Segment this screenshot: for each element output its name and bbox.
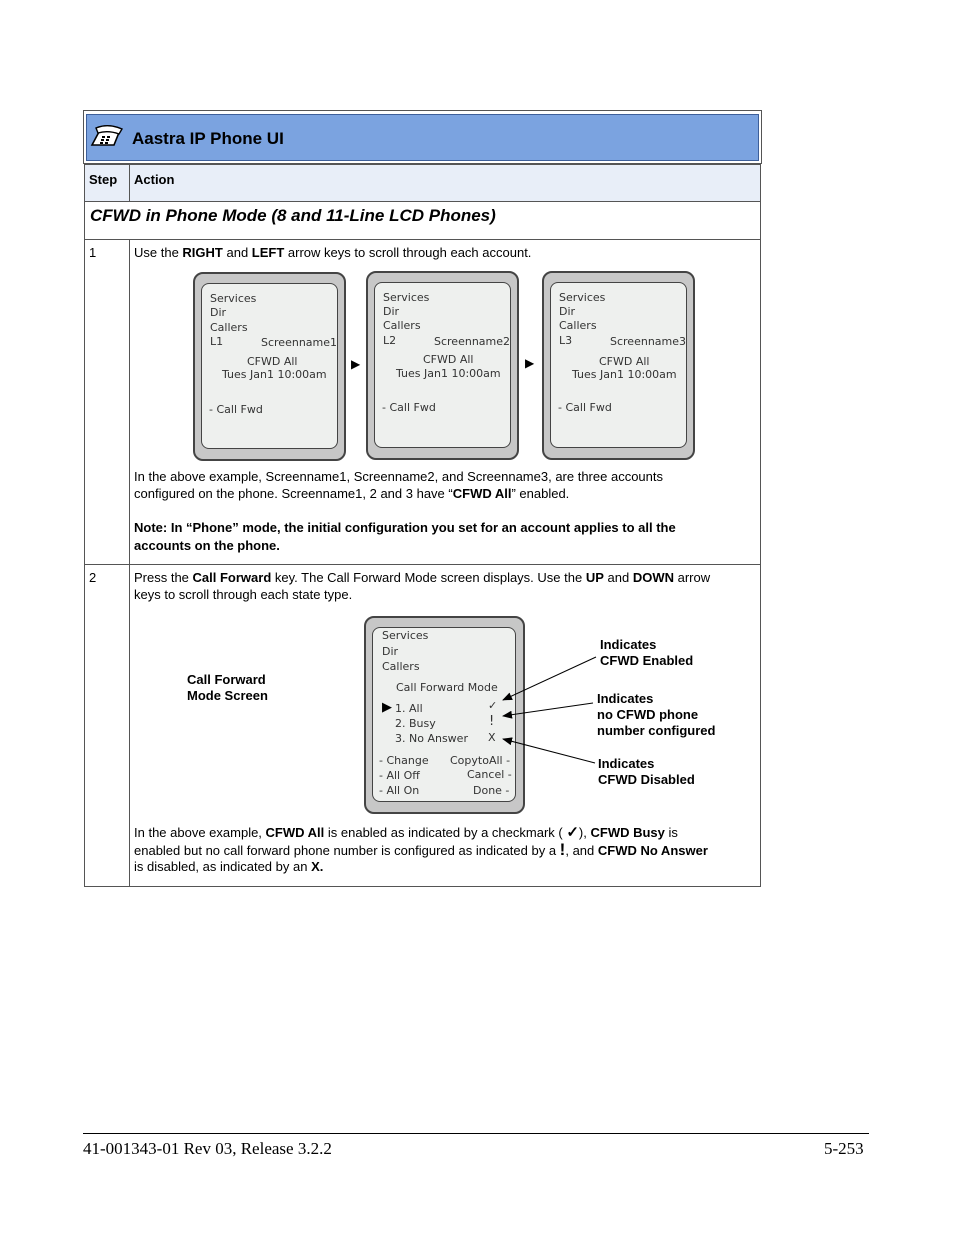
- step-number: 1: [89, 245, 97, 260]
- lcd-cfwd-status: CFWD All: [423, 353, 474, 366]
- lcd-dir: Dir: [383, 305, 400, 318]
- step2-intro-line2: keys to scroll through each state type.: [134, 587, 353, 602]
- lcd-softkey-all-off: - All Off: [379, 769, 420, 782]
- lcd-date: Tues Jan1 10:00am: [572, 368, 677, 381]
- step1-intro: Use the RIGHT and LEFT arrow keys to scroll through each account.: [134, 245, 532, 260]
- step-number: 2: [89, 570, 97, 585]
- header-title: Aastra IP Phone UI: [132, 129, 284, 148]
- step1-note-line1: Note: In “Phone” mode, the initial configuration you set for an account applies to all the: [134, 520, 676, 535]
- lcd-date: Tues Jan1 10:00am: [396, 367, 501, 380]
- lcd-cfwd-status: CFWD All: [247, 355, 298, 368]
- lcd-screenname: Screenname3: [610, 335, 687, 348]
- step2-example-line2: enabled but no call forward phone number is configured as indicated by a !, and CFWD No Answer: [134, 840, 708, 859]
- lcd-option-busy: 2. Busy: [395, 717, 436, 730]
- checkmark-icon: ✓: [488, 699, 498, 712]
- step2-example-line1: In the above example, CFWD All is enabled as indicated by a checkmark ( ✓), CFWD Busy is: [134, 824, 678, 841]
- lcd-softkey-call-fwd: - Call Fwd: [209, 403, 263, 416]
- lcd-screenname: Screenname1: [261, 336, 338, 349]
- lcd-services: Services: [382, 629, 429, 642]
- lcd-cfwd-status: CFWD All: [599, 355, 650, 368]
- callout-enabled: Indicates CFWD Enabled: [600, 637, 694, 668]
- section-title: CFWD in Phone Mode (8 and 11-Line LCD Phones): [90, 206, 496, 225]
- footer-doc-id: 41-001343-01 Rev 03, Release 3.2.2: [83, 1139, 332, 1158]
- lcd-dir: Dir: [559, 305, 576, 318]
- step1-example-line2: configured on the phone. Screenname1, 2 and 3 have “CFWD All” enabled.: [134, 486, 570, 501]
- lcd-line: L1: [210, 335, 224, 348]
- lcd-date: Tues Jan1 10:00am: [222, 368, 327, 381]
- lcd-line: L2: [383, 334, 397, 347]
- step2-intro-line1: Press the Call Forward key. The Call Forward Mode screen displays. Use the UP and DOWN arrow: [134, 570, 711, 585]
- lcd-option-all: 1. All: [395, 702, 423, 715]
- lcd-softkey-all-on: - All On: [379, 784, 420, 797]
- lcd-softkey-copytoall: CopytoAll -: [450, 754, 511, 767]
- lcd-callers: Callers: [383, 319, 421, 332]
- screen-label: Mode Screen: [187, 688, 268, 703]
- action-column-header: Action: [134, 172, 175, 187]
- selection-pointer-icon: ▶: [382, 700, 392, 715]
- lcd-services: Services: [383, 291, 430, 304]
- lcd-line: L3: [559, 334, 573, 347]
- lcd-services: Services: [210, 292, 257, 305]
- exclamation-icon: !: [489, 714, 495, 729]
- lcd-callers: Callers: [382, 660, 420, 673]
- lcd-dir: Dir: [382, 645, 399, 658]
- step1-note-line2: accounts on the phone.: [134, 538, 280, 553]
- lcd-softkey-cancel: Cancel -: [467, 768, 512, 781]
- step1-example-line1: In the above example, Screenname1, Screenname2, and Screenname3, are three accounts: [134, 469, 663, 484]
- lcd-softkey-call-fwd: - Call Fwd: [558, 401, 612, 414]
- lcd-mode-title: Call Forward Mode: [396, 681, 498, 694]
- callout-disabled: Indicates CFWD Disabled: [598, 756, 695, 787]
- lcd-dir: Dir: [210, 306, 227, 319]
- lcd-softkey-call-fwd: - Call Fwd: [382, 401, 436, 414]
- x-mark-icon: X: [488, 731, 496, 744]
- lcd-callers: Callers: [559, 319, 597, 332]
- lcd-services: Services: [559, 291, 606, 304]
- step2-example-line3: is disabled, as indicated by an X.: [134, 859, 324, 874]
- step-column-header: Step: [89, 172, 118, 187]
- lcd-screenname: Screenname2: [434, 335, 511, 348]
- footer-page-number: 5-253: [824, 1139, 864, 1158]
- right-arrow-icon: ▶: [525, 356, 535, 370]
- right-arrow-icon: ▶: [351, 357, 361, 371]
- callout-no-number: Indicates no CFWD phone number configured: [597, 691, 716, 738]
- lcd-softkey-change: - Change: [379, 754, 429, 767]
- lcd-option-no-answer: 3. No Answer: [395, 732, 468, 745]
- lcd-callers: Callers: [210, 321, 248, 334]
- footer-rule: [83, 1133, 869, 1134]
- screen-label: Call Forward: [187, 672, 266, 687]
- lcd-softkey-done: Done -: [473, 784, 510, 797]
